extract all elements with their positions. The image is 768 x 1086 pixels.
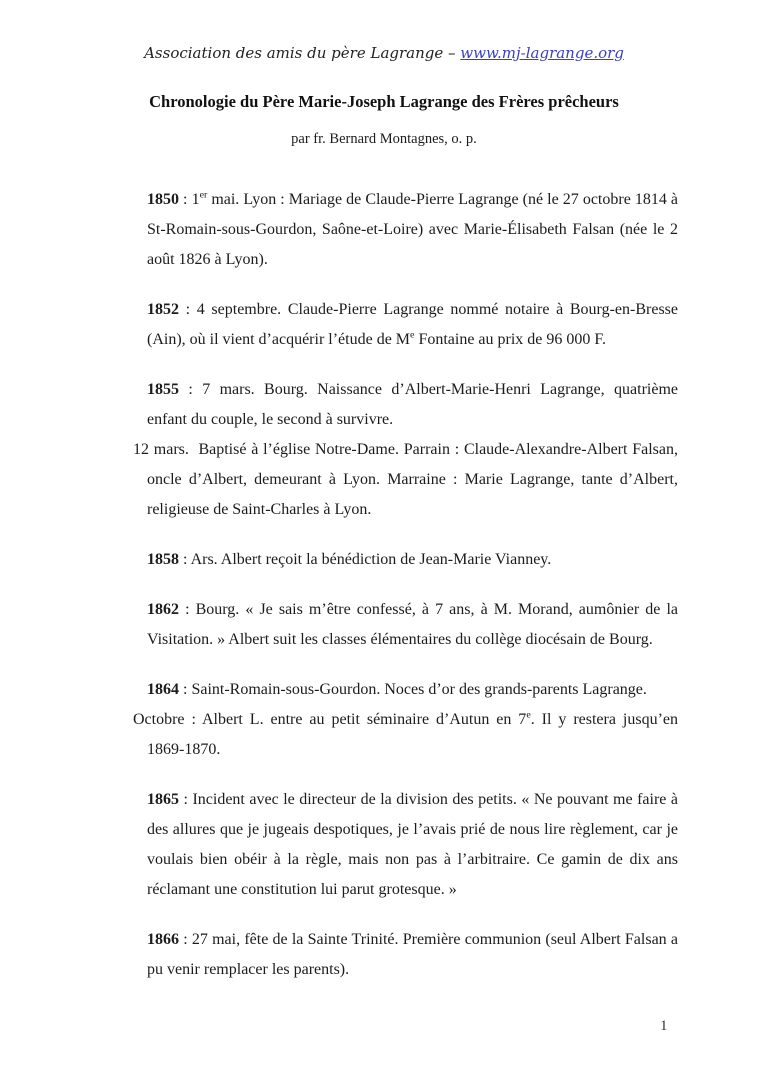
- page-number: 1: [660, 1018, 668, 1034]
- entry-1866: 1866 : 27 mai, fête de la Sainte Trinité. Première communion (seul Albert Falsan a pu venir remplacer les parents).: [147, 931, 678, 978]
- page-subtitle: par fr. Bernard Montagnes, o. p.: [291, 131, 477, 147]
- superscript-text: e: [526, 709, 531, 721]
- entry-1852: 1852 : 4 septembre. Claude-Pierre Lagrange nommé notaire à Bourg-en-Bresse (Ain), où il vient d’acquérir l’étude de Me Fontaine au prix de 96 000 F.: [147, 301, 678, 348]
- entry-year: 1850: [147, 191, 179, 208]
- entry-1865: 1865 : Incident avec le directeur de la division des petits. « Ne pouvant me faire à des allures que je jugeais despotiques, je l’avais prié de nous lire règlement, car je voulais bien obéir à la règle, mais non pas à l’arbitraire. Ce gamin de dix ans réclamant une constitution lui parut grotesque. »: [147, 791, 678, 898]
- header-link[interactable]: www.mj-lagrange.org: [460, 44, 624, 62]
- header-association-text: Association des amis du père Lagrange –: [144, 44, 461, 62]
- entry-year: 1864: [147, 681, 179, 698]
- entry: 12 mars. Baptisé à l’église Notre-Dame. Parrain : Claude-Alexandre-Albert Falsan, oncle d’Albert, demeurant à Lyon. Marraine : Marie Lagrange, tante d’Albert, religieuse de Saint-Charles à Lyon.: [133, 441, 678, 518]
- entry-year: 1865: [147, 791, 179, 808]
- superscript-text: er: [199, 189, 208, 201]
- entry-1864: 1864 : Saint-Romain-sous-Gourdon. Noces d’or des grands-parents Lagrange.: [147, 681, 647, 698]
- doc-header: [0, 44, 768, 62]
- entry-year: 1858: [147, 551, 179, 568]
- entry-1850: 1850 : 1er mai. Lyon : Mariage de Claude-Pierre Lagrange (né le 27 octobre 1814 à St-Romain-sous-Gourdon, Saône-et-Loire) avec Marie-Élisabeth Falsan (née le 2 août 1826 à Lyon).: [147, 189, 679, 268]
- entry: Octobre : Albert L. entre au petit séminaire d’Autun en 7e. Il y restera jusqu’en 1869-1870.: [133, 709, 678, 758]
- entry-1862: 1862 : Bourg. « Je sais m’être confessé, à 7 ans, à M. Morand, aumônier de la Visitation. » Albert suit les classes élémentaires du collège diocésain de Bourg.: [147, 601, 678, 648]
- superscript-text: e: [410, 329, 415, 341]
- entry-1858: 1858 : Ars. Albert reçoit la bénédiction de Jean-Marie Vianney.: [147, 551, 552, 568]
- entry-year: 1866: [147, 931, 179, 948]
- entry-year: 1852: [147, 301, 179, 318]
- entry-year: 1862: [147, 601, 179, 618]
- entry-1855: 1855 : 7 mars. Bourg. Naissance d’Albert-Marie-Henri Lagrange, quatrième enfant du couple, le second à survivre.: [147, 381, 678, 428]
- entry-year: 1855: [147, 381, 179, 398]
- chronology-entries: [133, 185, 679, 985]
- page-title: Chronologie du Père Marie-Joseph Lagrange des Frères prêcheurs: [149, 92, 619, 111]
